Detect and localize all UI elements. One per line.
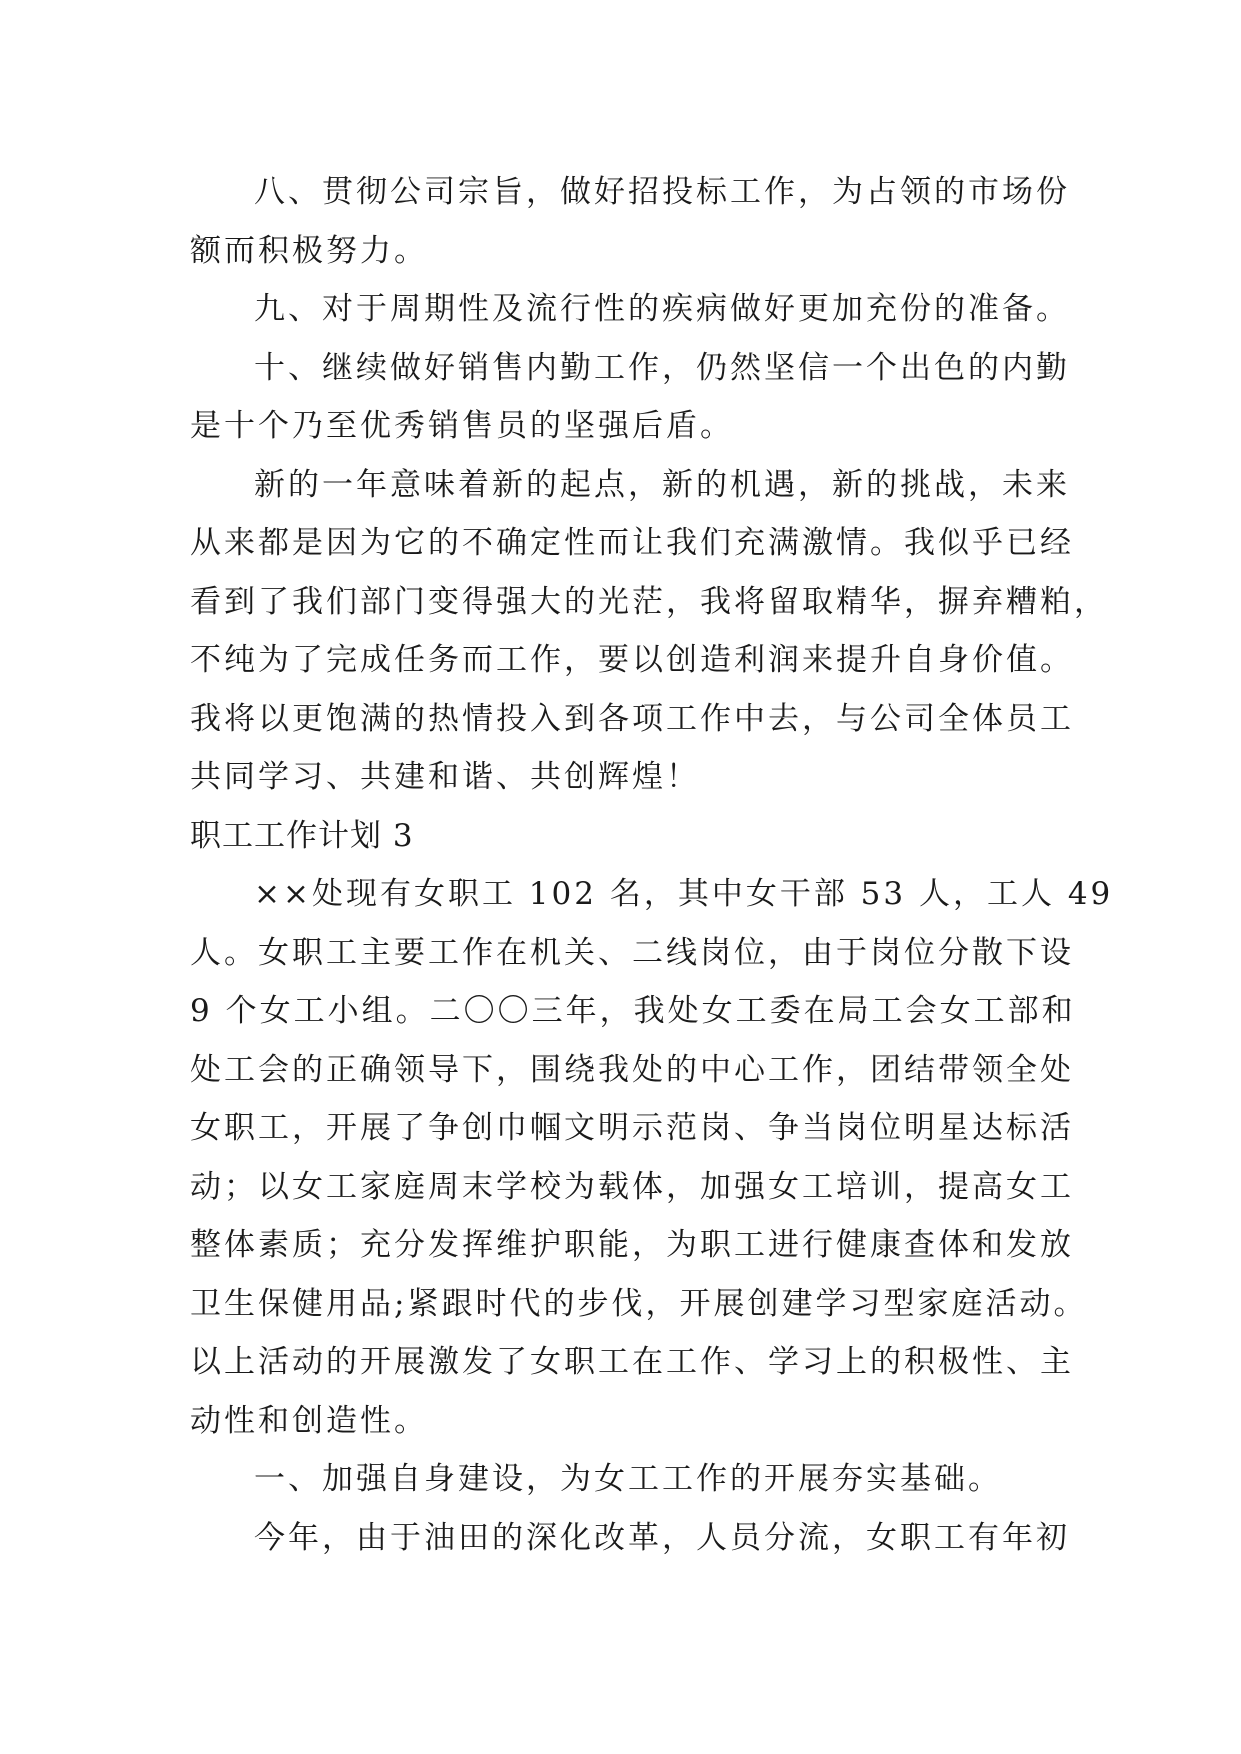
text-line: 新的一年意味着新的起点，新的机遇，新的挑战，未来 bbox=[254, 466, 1070, 503]
document-body bbox=[190, 163, 1114, 1567]
text-line: 共同学习、共建和谐、共创辉煌！ bbox=[190, 759, 700, 795]
text-line: 处工会的正确领导下，围绕我处的中心工作，团结带领全处 bbox=[190, 1051, 1074, 1088]
text-line: 八、贯彻公司宗旨，做好招投标工作，为占领的市场份 bbox=[254, 174, 1070, 210]
text-line: 人。女职工主要工作在机关、二线岗位，由于岗位分散下设 bbox=[190, 934, 1074, 971]
text-line: 九、对于周期性及流行性的疾病做好更加充份的准备。 bbox=[254, 291, 1070, 327]
text-line: ××处现有女职工 102 名，其中女干部 53 人，工人 49 bbox=[254, 876, 1114, 912]
text-line: 以上活动的开展激发了女职工在工作、学习上的积极性、主 bbox=[190, 1344, 1074, 1380]
text-line: 额而积极努力。 bbox=[190, 232, 428, 269]
text-line: 整体素质；充分发挥维护职能，为职工进行健康查体和发放 bbox=[190, 1227, 1074, 1263]
text-line: 动；以女工家庭周末学校为载体，加强女工培训，提高女工 bbox=[190, 1168, 1074, 1205]
text-line: 十、继续做好销售内勤工作，仍然坚信一个出色的内勤 bbox=[254, 349, 1070, 386]
text-line: 看到了我们部门变得强大的光茫，我将留取精华，摒弃糟粕， bbox=[190, 583, 1108, 620]
text-line: 女职工，开展了争创巾帼文明示范岗、争当岗位明星达标活 bbox=[190, 1110, 1074, 1146]
text-line: 是十个乃至优秀销售员的坚强后盾。 bbox=[190, 408, 734, 444]
section-heading: 职工工作计划 3 bbox=[190, 817, 414, 854]
text-line: 不纯为了完成任务而工作，要以创造利润来提升自身价值。 bbox=[190, 642, 1074, 678]
text-line: 卫生保健用品;紧跟时代的步伐，开展创建学习型家庭活动。 bbox=[190, 1285, 1088, 1322]
text-line: 我将以更饱满的热情投入到各项工作中去，与公司全体员工 bbox=[190, 700, 1074, 737]
text-line: 今年，由于油田的深化改革，人员分流，女职工有年初 bbox=[254, 1519, 1070, 1556]
text-line: 动性和创造性。 bbox=[190, 1402, 428, 1439]
text-line: 9 个女工小组。二〇〇三年，我处女工委在局工会女工部和 bbox=[190, 993, 1076, 1029]
text-line: 从来都是因为它的不确定性而让我们充满激情。我似乎已经 bbox=[190, 525, 1074, 561]
text-line: 一、加强自身建设，为女工工作的开展夯实基础。 bbox=[254, 1461, 1002, 1497]
